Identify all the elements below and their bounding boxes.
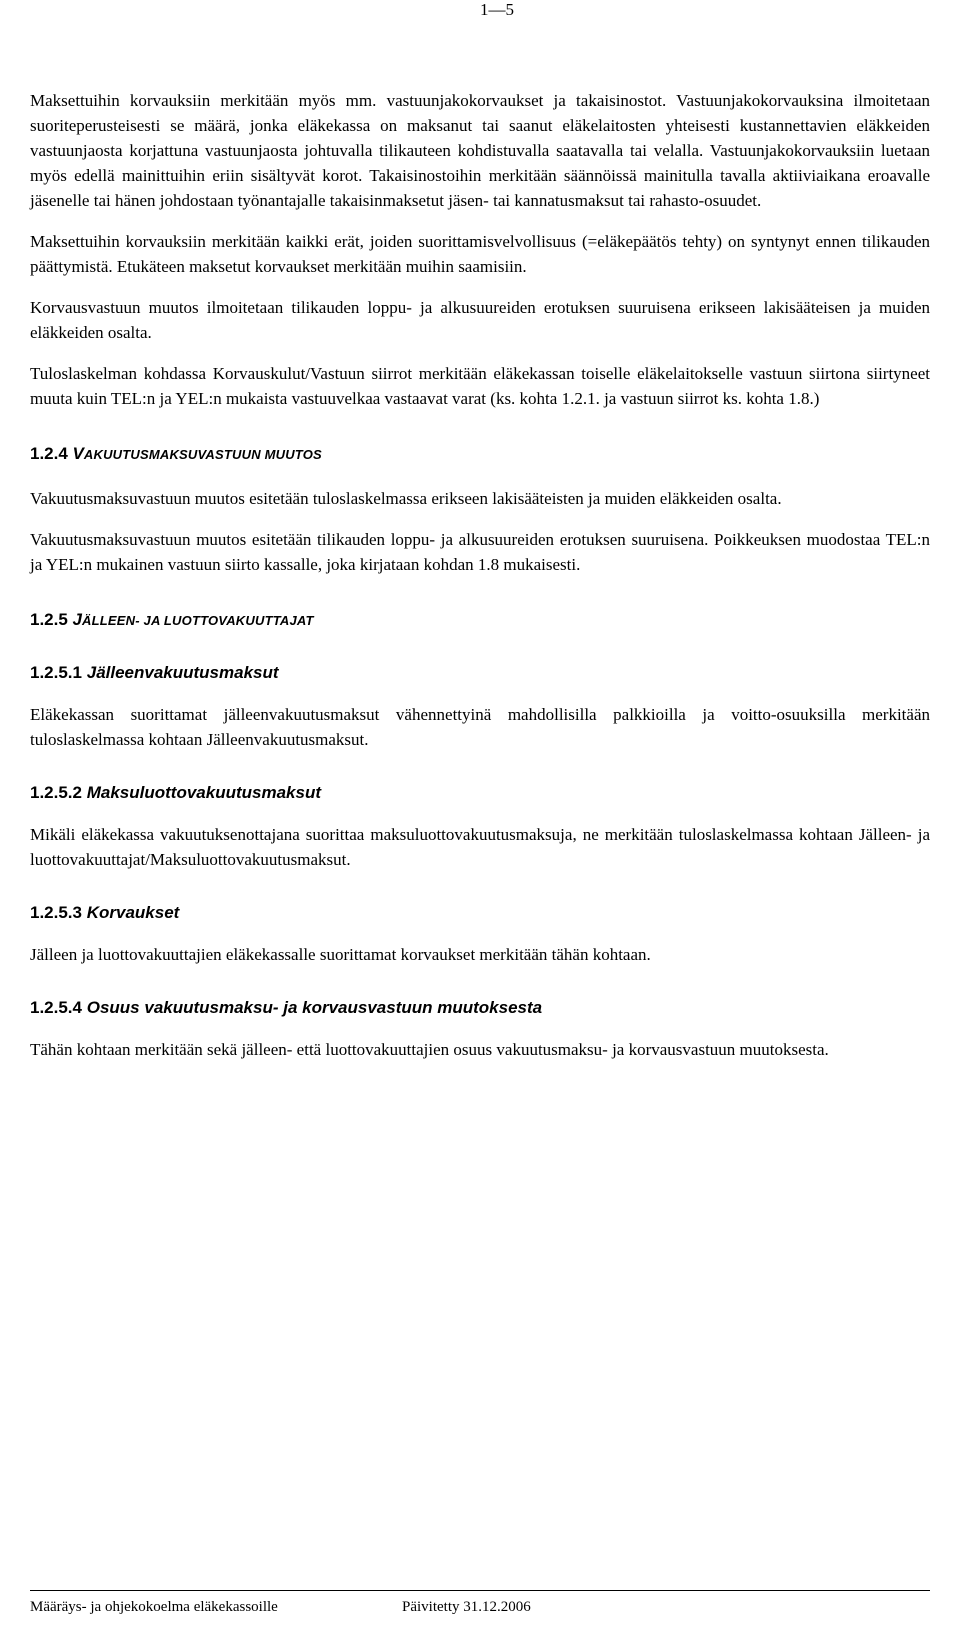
paragraph: Jälleen ja luottovakuuttajien eläkekassalle suorittamat korvaukset merkitään tähän kohtaan.: [30, 945, 651, 964]
section-number: 1.2.4: [30, 444, 68, 463]
section-heading-1-2-5: [30, 609, 930, 632]
paragraph: Eläkekassan suorittamat jälleenvakuutusmaksut vähennettyinä mahdollisilla palkkioilla ja voitto-osuuksilla merkitään tuloslaskelmassa kohtaan Jälleenvakuutusmaksut.: [30, 705, 930, 749]
page-footer: [30, 1590, 930, 1615]
subsection-number: 1.2.5.1: [30, 663, 82, 682]
paragraph: Vakuutusmaksuvastuun muutos esitetään tuloslaskelmassa erikseen lakisääteisten ja muiden eläkkeiden osalta.: [30, 489, 782, 508]
section-title-rest: AKUUTUSMAKSUVASTUUN MUUTOS: [83, 447, 322, 462]
section-title-initial: J: [72, 610, 83, 629]
footer-publication: Määräys- ja ohjekokoelma eläkekassoille: [30, 1599, 278, 1615]
footer-updated-date: Päivitetty 31.12.2006: [402, 1599, 531, 1615]
subsection-heading-1-2-5-4: [30, 997, 930, 1019]
paragraph: Maksettuihin korvauksiin merkitään kaikki erät, joiden suorittamisvelvollisuus (=eläkepäätös tehty) on syntynyt ennen tilikauden päättymistä. Etukäteen maksetut korvaukset merkitään muihin saamisiin.: [30, 232, 930, 276]
subsection-title: Korvaukset: [86, 903, 180, 922]
paragraph: Tähän kohtaan merkitään sekä jälleen- että luottovakuuttajien osuus vakuutusmaksu- ja korvausvastuun muutoksesta.: [30, 1040, 829, 1059]
paragraph: Mikäli eläkekassa vakuutuksenottajana suorittaa maksuluottovakuutusmaksuja, ne merkitään tuloslaskelmassa kohtaan Jälleen- ja luottovakuuttajat/Maksuluottovakuutusmaksut.: [30, 825, 930, 869]
subsection-number: 1.2.5.4: [30, 998, 82, 1017]
paragraph: Tuloslaskelman kohdassa Korvauskulut/Vastuun siirrot merkitään eläkekassan toiselle eläkelaitokselle vastuun siirtona siirtyneet muuta kuin TEL:n ja YEL:n mukaista vastuuvelkaa vastaavat varat (ks. kohta 1.2.1. ja vastuun siirrot ks. kohta 1.8.): [30, 364, 930, 408]
document-body: [30, 88, 930, 1078]
subsection-heading-1-2-5-2: [30, 782, 930, 804]
paragraph: Vakuutusmaksuvastuun muutos esitetään tilikauden loppu- ja alkusuureiden erotuksen suuruisena. Poikkeuksen muodostaa TEL:n ja YEL:n mukainen vastuun siirto kassalle, joka kirjataan kohdan 1.8 mukaisesti.: [30, 530, 930, 574]
section-title-rest: ÄLLEEN- JA LUOTTOVAKUUTTAJAT: [82, 613, 314, 628]
subsection-title: Maksuluottovakuutusmaksut: [86, 783, 321, 802]
page-number: 1—5: [480, 0, 514, 19]
section-number: 1.2.5: [30, 610, 68, 629]
subsection-title: Osuus vakuutusmaksu- ja korvausvastuun muutoksesta: [86, 998, 543, 1017]
section-heading-1-2-4: [30, 443, 930, 466]
paragraph: Korvausvastuun muutos ilmoitetaan tilikauden loppu- ja alkusuureiden erotuksen suuruisena erikseen lakisääteisen ja muiden eläkkeiden osalta.: [30, 298, 930, 342]
subsection-title: Jälleenvakuutusmaksut: [86, 663, 279, 682]
paragraph: Maksettuihin korvauksiin merkitään myös mm. vastuunjakokorvaukset ja takaisinostot. Vastuunjakokorvauksina ilmoitetaan suoriteperusteisesti se määrä, jonka eläkekassa on maksanut tai saanut eläkelaitosten yhteisesti kustannettavien eläkkeiden vastuunjaosta korjattuna vastuunjaosta johtuvalla tilikauteen kohdistuvalla saatavalla tai velalla. Vastuunjakokorvauksiin luetaan myös edellä mainittuihin eriin sisältyvät korot. Takaisinostoihin merkitään säännöissä mainitulla tavalla aktiiviaikana eroavalle jäsenelle tai hänen johdostaan työnantajalle takaisinmaksetut jäsen- tai kannatusmaksut tai rahasto-osuudet.: [30, 91, 930, 210]
subsection-number: 1.2.5.2: [30, 783, 82, 802]
subsection-number: 1.2.5.3: [30, 903, 82, 922]
subsection-heading-1-2-5-3: [30, 902, 930, 924]
subsection-heading-1-2-5-1: [30, 662, 930, 684]
section-title-initial: V: [72, 444, 84, 463]
